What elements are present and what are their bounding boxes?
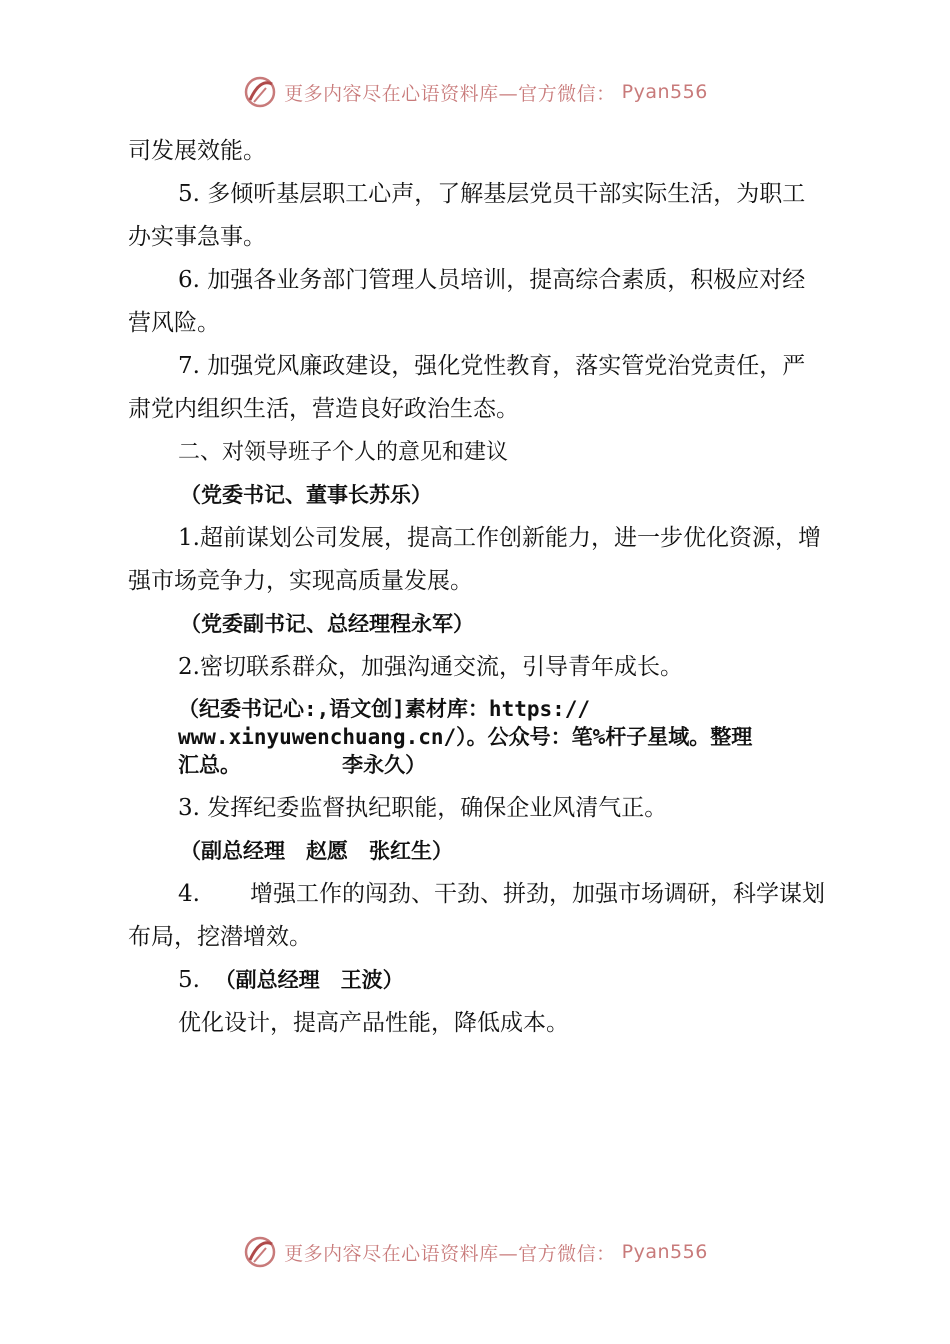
item-number: 4. bbox=[178, 881, 200, 907]
paragraph: 优化设计，提高产品性能，降低成本。 bbox=[178, 1010, 569, 1036]
person-title-line: （纪委书记心:,语文创]素材库：https:// bbox=[178, 697, 591, 721]
paragraph: 1.超前谋划公司发展，提高工作创新能力，进一步优化资源，增强市场竞争力，实现高质量发展。 bbox=[128, 525, 821, 594]
paragraph: 5. 多倾听基层职工心声，了解基层党员干部实际生活，为职工办实事急事。 bbox=[128, 181, 806, 250]
paragraph: 6. 加强各业务部门管理人员培训，提高综合素质，积极应对经营风险。 bbox=[128, 267, 806, 336]
paragraph bbox=[128, 873, 828, 959]
paragraph: 7. 加强党风廉政建设，强化党性教育，落实管党治党责任，严肃党内组织生活，营造良好政治生态。 bbox=[128, 353, 806, 422]
document-body bbox=[128, 130, 828, 1045]
paragraph: 3. 发挥纪委监督执纪职能，确保企业风清气正。 bbox=[178, 795, 668, 821]
logo-icon bbox=[242, 74, 278, 110]
watermark-id: Pyan556 bbox=[621, 81, 708, 103]
person-title-line: www.xinyuwenchuang.cn/）。公众号：笔%杆子星域。整理 bbox=[178, 725, 753, 749]
paragraph: 司发展效能。 bbox=[128, 138, 266, 164]
footer-watermark bbox=[0, 1234, 950, 1270]
paragraph: 2.密切联系群众，加强沟通交流，引导青年成长。 bbox=[178, 654, 683, 680]
item-text: 增强工作的闯劲、干劲、拼劲，加强市场调研，科学谋划布局，挖潜增效。 bbox=[128, 881, 825, 950]
person-title-block bbox=[128, 695, 828, 779]
person-name: 李永久） bbox=[342, 753, 427, 777]
person-title: （副总经理 王波） bbox=[214, 968, 404, 992]
person-title: （党委副书记、总经理程永军） bbox=[180, 612, 474, 636]
person-title: （党委书记、董事长苏乐） bbox=[180, 483, 432, 507]
item-number: 5. bbox=[178, 967, 200, 993]
person-title: （副总经理 赵愿 张红生） bbox=[180, 839, 453, 863]
watermark-text: 更多内容尽在心语资料库—官方微信： bbox=[284, 82, 616, 105]
person-title-line: 汇总。 bbox=[178, 753, 241, 777]
watermark-text: 更多内容尽在心语资料库—官方微信： bbox=[284, 1242, 616, 1265]
paragraph bbox=[128, 959, 828, 1002]
section-heading: 二、对领导班子个人的意见和建议 bbox=[178, 440, 509, 465]
logo-icon bbox=[242, 1234, 278, 1270]
watermark-id: Pyan556 bbox=[621, 1241, 708, 1263]
header-watermark bbox=[0, 74, 950, 110]
